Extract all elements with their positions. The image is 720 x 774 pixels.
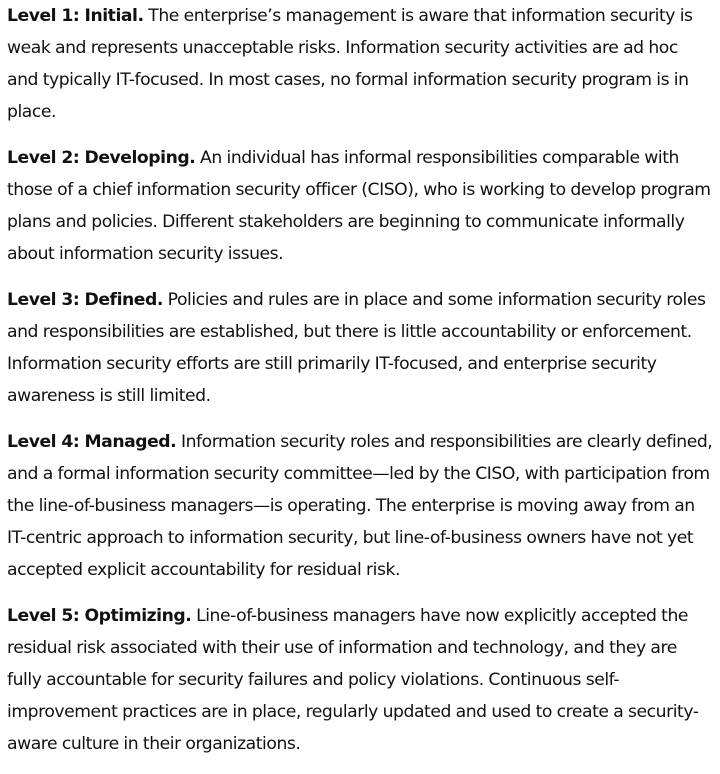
level-2-heading: Level 2: Developing. [7,148,196,168]
level-3-description: Policies and rules are in place and some information security roles and responsibilities are established, but there is little accountability or enforcement. Information security efforts are still primarily IT-focused, and enterprise security awareness is still limited. [7,290,706,406]
level-4-heading: Level 4: Managed. [7,432,177,452]
level-3-paragraph [7,284,713,412]
level-1-paragraph [7,0,713,128]
level-4-description: Information security roles and responsibilities are clearly defined, and a formal information security committee—led by the CISO, with participation from the line-of-business managers—is operating. The enterprise is moving away from an IT-centric approach to information security, but line-of-business owners have not yet accepted explicit accountability for residual risk. [7,432,713,580]
level-1-description: The enterprise’s management is aware that information security is weak and represents unacceptable risks. Information security activities are ad hoc and typically IT-focused. In most cases, no formal information security program is in place. [7,6,693,122]
level-5-description: Line-of-business managers have now explicitly accepted the residual risk associated with their use of information and technology, and they are fully accountable for security failures and policy violations. Continuous self-improvement practices are in place, regularly updated and used to create a security-aware culture in their organizations. [7,606,699,754]
level-5-paragraph [7,600,713,760]
level-4-paragraph [7,426,713,586]
level-1-heading: Level 1: Initial. [7,6,144,26]
maturity-levels-document [7,0,713,774]
level-5-heading: Level 5: Optimizing. [7,606,192,626]
level-2-paragraph [7,142,713,270]
level-2-description: An individual has informal responsibilities comparable with those of a chief information security officer (CISO), who is working to develop program plans and policies. Different stakeholders are beginning to communicate informally about information security issues. [7,148,711,264]
level-3-heading: Level 3: Defined. [7,290,163,310]
